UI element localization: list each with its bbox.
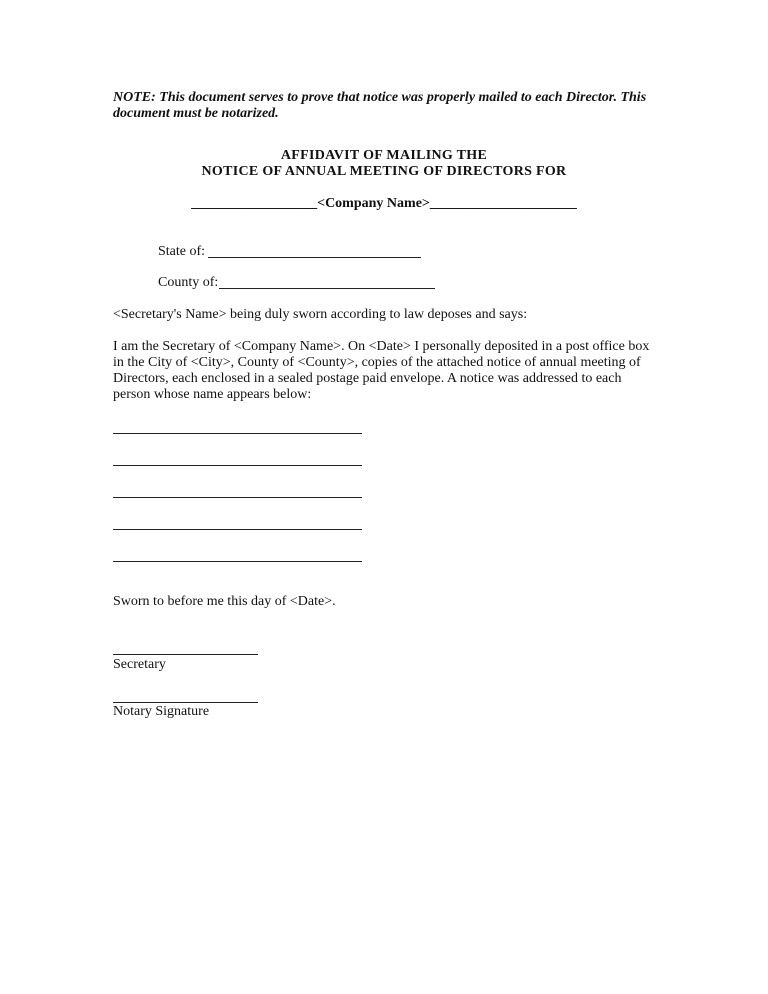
sworn-statement: Sworn to before me this day of <Date>. bbox=[113, 594, 336, 609]
secretary-signature-line[interactable] bbox=[113, 654, 258, 655]
director-name-line-1[interactable] bbox=[113, 433, 362, 434]
state-label: State of: bbox=[158, 244, 206, 259]
director-name-line-2[interactable] bbox=[113, 465, 362, 466]
notary-signature-line[interactable] bbox=[113, 702, 258, 703]
mailing-paragraph: I am the Secretary of <Company Name>. On <Date> I personally deposited in a post office box in the City of <City>, County of <County>, copies of the attached notice of annual meeting of Directors, each enclosed in a sealed postage paid envelope. A notice was addressed to each person whose name appears below: bbox=[113, 339, 650, 402]
company-left-blank: __________________ bbox=[191, 196, 318, 211]
director-name-line-4[interactable] bbox=[113, 529, 362, 530]
company-name-placeholder: <Company Name> bbox=[317, 196, 430, 211]
secretary-label: Secretary bbox=[113, 657, 166, 672]
notary-signature-label: Notary Signature bbox=[113, 704, 210, 719]
director-name-line-5[interactable] bbox=[113, 561, 362, 562]
notarization-note: NOTE: This document serves to prove that notice was properly mailed to each Director. This document must be notarized. bbox=[113, 90, 647, 121]
director-name-line-3[interactable] bbox=[113, 497, 362, 498]
state-blank-line[interactable] bbox=[208, 257, 421, 258]
county-blank-line[interactable] bbox=[219, 288, 435, 289]
company-right-blank: _____________________ bbox=[429, 196, 577, 211]
deposes-statement: <Secretary's Name> being duly sworn according to law deposes and says: bbox=[113, 307, 528, 322]
company-name-line bbox=[0, 196, 768, 212]
county-label: County of: bbox=[158, 275, 219, 290]
title-line-1: AFFIDAVIT OF MAILING THE bbox=[280, 148, 488, 163]
title-line-2: NOTICE OF ANNUAL MEETING OF DIRECTORS FOR bbox=[201, 164, 567, 179]
